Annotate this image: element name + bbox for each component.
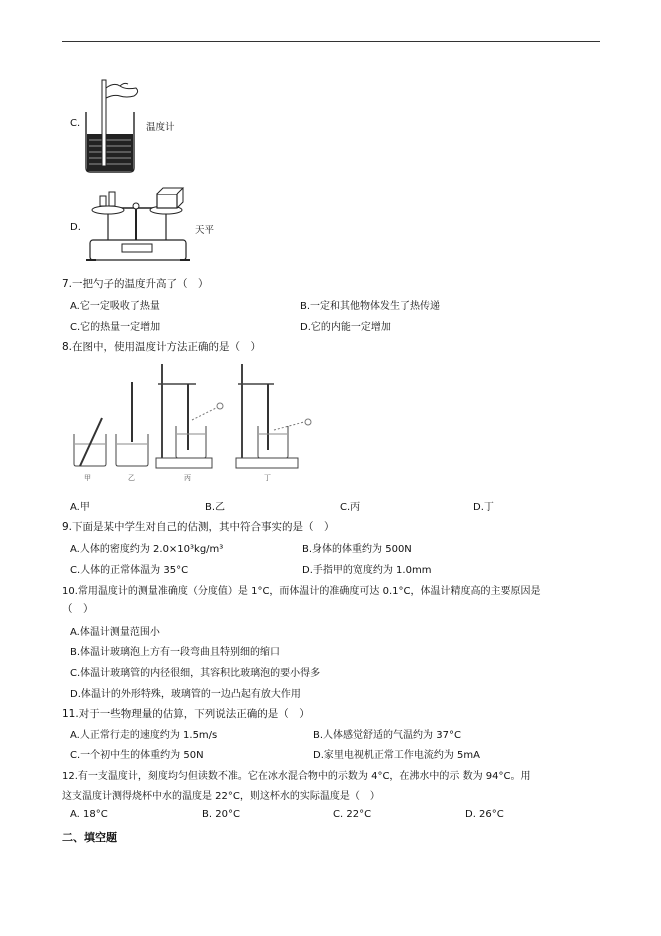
question-11-stem: 11.对于一些物理量的估算，下列说法正确的是（ ） [62,708,310,720]
q11-option-a[interactable]: A.人正常行走的速度约为 1.5m/s [70,730,218,741]
q11-option-b[interactable]: B.人体感觉舒适的气温约为 37°C [313,730,461,741]
fig8-label-ding: 丁 [264,474,271,482]
fig8-label-jia: 甲 [84,474,91,482]
q10-option-a[interactable]: A.体温计测量范围小 [70,627,160,638]
q11-option-d[interactable]: D.家里电视机正常工作电流约为 5mA [313,750,481,761]
q8-option-d[interactable]: D.丁 [473,502,494,513]
question-9-stem: 9.下面是某中学生对自己的估测，其中符合事实的是（ ） [62,521,335,533]
figure-c-label: C. [70,118,81,129]
q7-option-c[interactable]: C.它的热量一定增加 [70,322,161,333]
fig8-label-bing: 丙 [184,474,191,482]
q7-option-a[interactable]: A.它一定吸收了热量 [70,301,160,312]
q9-option-d[interactable]: D.手指甲的宽度约为 1.0mm [302,565,432,576]
q10-option-c[interactable]: C.体温计玻璃管的内径很细，其容积比玻璃泡的要小得多 [70,668,321,679]
q9-option-a[interactable]: A.人体的密度约为 2.0×10³kg/m³ [70,544,224,555]
question-7-stem: 7.一把勺子的温度升高了（ ） [62,278,209,290]
q8-option-c[interactable]: C.丙 [340,502,361,513]
q8-option-a[interactable]: A.甲 [70,502,90,513]
q9-option-c[interactable]: C.人体的正常体温为 35°C [70,565,189,576]
q8-option-b[interactable]: B.乙 [205,502,226,513]
question-10-stem-cont: （ ） [62,603,94,615]
q10-option-d[interactable]: D.体温计的外形特殊，玻璃管的一边凸起有放大作用 [70,689,301,700]
thermometer-beaker-figure [82,74,146,174]
q12-option-a[interactable]: A. 18°C [70,809,108,820]
q12-option-c[interactable]: C. 22°C [333,809,372,820]
thermometer-usage-figure [68,360,328,486]
question-12-stem-cont: 这支温度计测得烧杯中水的温度是 22°C，则这杯水的实际温度是（ ） [62,791,380,802]
q9-option-b[interactable]: B.身体的体重约为 500N [302,544,412,555]
q11-option-c[interactable]: C.一个初中生的体重约为 50N [70,750,204,761]
section-title-fill-in: 二、填空题 [62,831,117,844]
question-8-stem: 8.在图中，使用温度计方法正确的是（ ） [62,341,262,353]
figure-d-caption: 天平 [195,225,215,236]
question-10-stem: 10.常用温度计的测量准确度（分度值）是 1°C，而体温计的准确度可达 0.1°C，体温计精度高的主要原因是 [62,586,541,597]
question-12-stem: 12.有一支温度计，刻度均匀但读数不准。它在冰水混合物中的示数为 4°C，在沸水中的示 数为 94°C。用 [62,771,531,782]
q12-option-d[interactable]: D. 26°C [465,809,504,820]
fig8-label-yi: 乙 [128,474,135,482]
q7-option-d[interactable]: D.它的内能一定增加 [300,322,391,333]
q7-option-b[interactable]: B.一定和其他物体发生了热传递 [300,301,441,312]
balance-scale-figure [82,186,194,266]
figure-c-caption: 温度计 [146,122,175,133]
q12-option-b[interactable]: B. 20°C [202,809,240,820]
q10-option-b[interactable]: B.体温计玻璃泡上方有一段弯曲且特别细的缩口 [70,647,281,658]
figure-d-label: D. [70,222,81,233]
header-rule [62,41,600,42]
